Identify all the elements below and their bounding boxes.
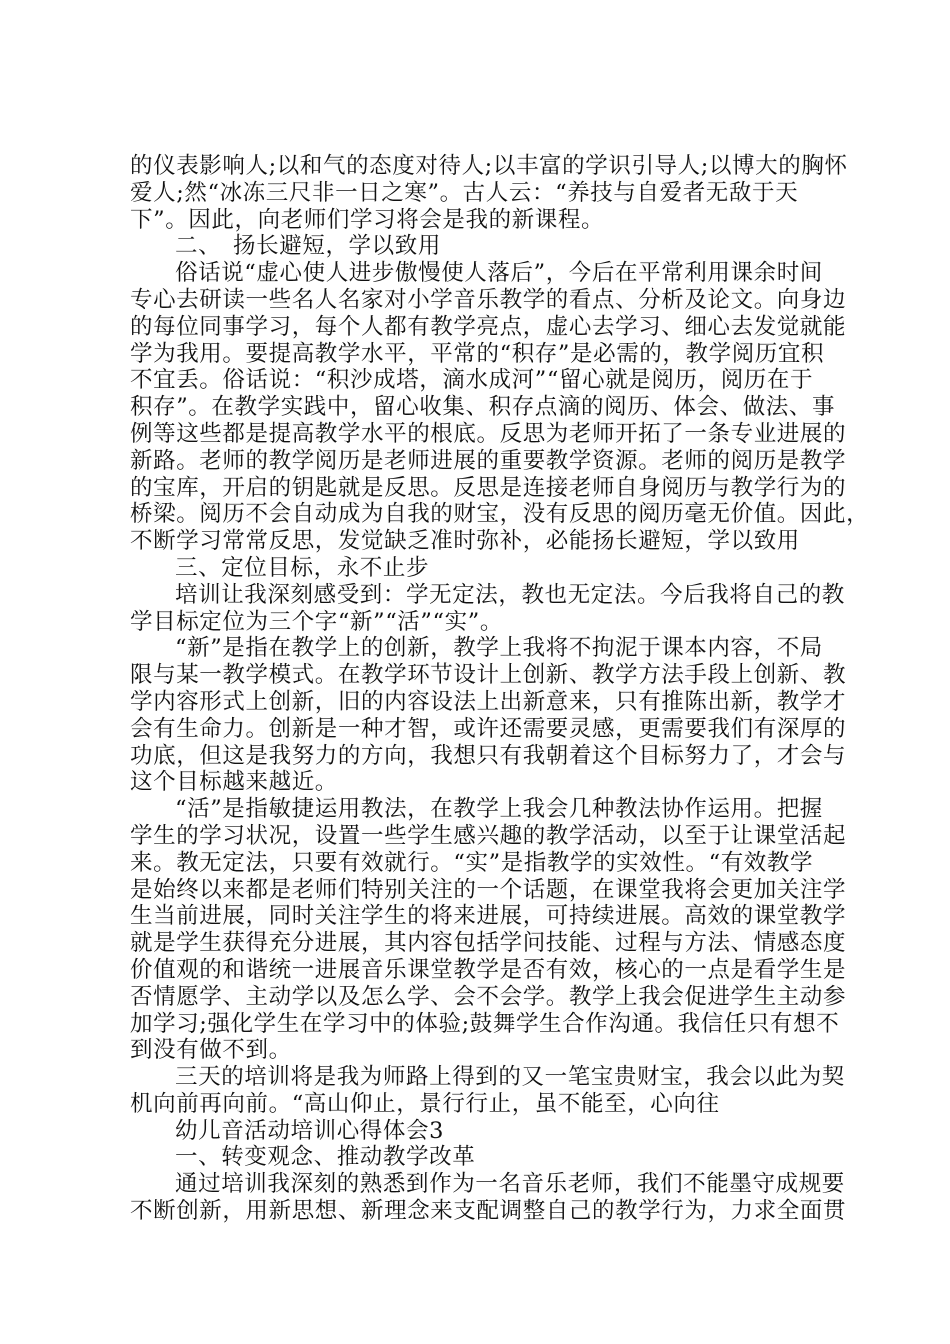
text-line: 培训让我深刻感受到：学无定法，教也无定法。今后我将自己的教 [175, 581, 845, 608]
document-page [130, 153, 870, 1225]
text-line: 是始终以来都是老师们特别关注的一个话题，在课堂我将会更加关注学 [130, 876, 847, 903]
text-line: 的仪表影响人;以和气的态度对待人;以丰富的学识引导人;以博大的胸怀 [130, 153, 848, 179]
text-line: 爱人;然“冰冻三尺非一日之寒”。古人云：“养技与自爱者无敌于天 [130, 179, 799, 206]
text-line: 新路。老师的教学阅历是老师进展的重要教学资源。老师的阅历是教学 [130, 447, 847, 474]
text-line: 学内容形式上创新，旧的内容设法上出新意来，只有推陈出新，教学才 [130, 688, 847, 715]
text-line: 机向前再向前。“高山仰止，景行行止，虽不能至，心向往 [130, 1090, 720, 1117]
text-line: 价值观的和谐统一进展音乐课堂教学是否有效，核心的一点是看学生是 [130, 956, 847, 983]
text-line: 否情愿学、主动学以及怎么学、会不会学。教学上我会促进学生主动参 [130, 983, 847, 1010]
text-line: 俗话说“虚心使人进步傲慢使人落后”，今后在平常利用课余时间 [175, 260, 823, 287]
text-line: 会有生命力。创新是一种才智，或许还需要灵感，更需要我们有深厚的 [130, 715, 847, 742]
text-line: 功底，但这是我努力的方向，我想只有我朝着这个目标努力了，才会与 [130, 742, 847, 769]
text-line: 学为我用。要提高教学水平，平常的“积存”是必需的，教学阅历宜积 [130, 340, 825, 367]
text-line: 三天的培训将是我为师路上得到的又一笔宝贵财宝，我会以此为契 [175, 1064, 845, 1091]
text-line: 通过培训我深刻的熟悉到作为一名音乐老师，我们不能墨守成规要 [175, 1171, 845, 1198]
text-line: “新”是指在教学上的创新，教学上我将不拘泥于课本内容，不局 [175, 635, 823, 662]
section-heading: 三、定位目标，永不止步 [175, 554, 430, 581]
text-line: 积存”。在教学实践中，留心收集、积存点滴的阅历、体会、做法、事 [130, 394, 836, 421]
text-line: 学生的学习状况，设置一些学生感兴趣的教学活动，以至于让课堂活起 [130, 822, 847, 849]
text-line: 不断学习常常反思，发觉缺乏准时弥补，必能扬长避短，学以致用 [130, 528, 800, 555]
section-heading: 二、 扬长避短，学以致用 [175, 233, 441, 260]
text-line: 不断创新，用新思想、新理念来支配调整自己的教学行为，力求全面贯 [130, 1198, 847, 1225]
text-line: 桥梁。阅历不会自动成为自我的财宝，没有反思的阅历毫无价值。因此， [130, 501, 870, 528]
text-line: 专心去研读一些名人名家对小学音乐教学的看点、分析及论文。向身边 [130, 286, 847, 313]
text-line: 下”。因此，向老师们学习将会是我的新课程。 [130, 206, 605, 233]
document-title: 幼儿音活动培训心得体会3 [175, 1117, 445, 1144]
text-line: 的每位同事学习，每个人都有教学亮点，虚心去学习、细心去发觉就能 [130, 313, 847, 340]
text-line: 到没有做不到。 [130, 1037, 292, 1064]
text-line: 限与某一教学模式。在教学环节设计上创新、教学方法手段上创新、教 [130, 662, 847, 689]
text-line: 就是学生获得充分进展，其内容包括学问技能、过程与方法、情感态度 [130, 930, 847, 957]
text-line: “活”是指敏捷运用教法，在教学上我会几种教法协作运用。把握 [175, 796, 823, 823]
text-line: 来。教无定法，只要有效就行。“实”是指教学的实效性。“有效教学 [130, 849, 814, 876]
text-line: 生当前进展，同时关注学生的将来进展，可持续进展。高效的课堂教学 [130, 903, 847, 930]
text-line: 加学习;强化学生在学习中的体验;鼓舞学生合作沟通。我信任只有想不 [130, 1010, 840, 1037]
section-heading: 一、转变观念、推动教学改革 [175, 1144, 476, 1171]
text-line: 不宜丢。俗话说：“积沙成塔，滴水成河”“留心就是阅历，阅历在于 [130, 367, 814, 394]
text-line: 的宝库，开启的钥匙就是反思。反思是连接老师自身阅历与教学行为的 [130, 474, 847, 501]
text-line: 这个目标越来越近。 [130, 769, 338, 796]
text-line: 例等这些都是提高教学水平的根底。反思为老师开拓了一条专业进展的 [130, 420, 847, 447]
text-line: 学目标定位为三个字“新”“活”“实”。 [130, 608, 503, 635]
